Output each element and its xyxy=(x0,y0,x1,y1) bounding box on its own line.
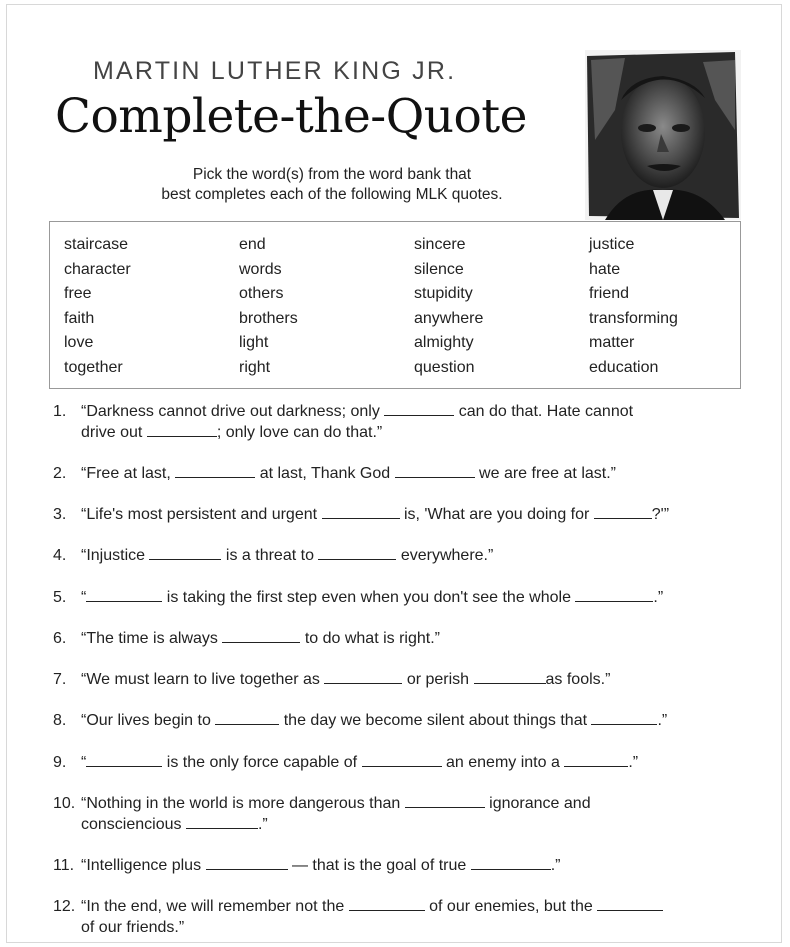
question-number: 12. xyxy=(53,898,76,915)
word-bank-item: light xyxy=(239,334,269,352)
answer-blank[interactable] xyxy=(324,669,402,684)
question-text xyxy=(81,587,741,608)
quote-text: ?'” xyxy=(651,506,670,523)
word-bank-item: anywhere xyxy=(414,309,484,327)
word-bank-item: right xyxy=(239,358,271,376)
question-text xyxy=(81,752,741,773)
answer-blank[interactable] xyxy=(322,504,400,519)
question-text xyxy=(81,545,741,566)
quote-text: ignorance and xyxy=(484,795,591,812)
answer-blank[interactable] xyxy=(86,587,162,602)
word-bank-item: together xyxy=(64,358,123,376)
answer-blank[interactable] xyxy=(474,669,546,684)
question-number: 9. xyxy=(53,754,67,771)
question-number: 3. xyxy=(53,506,67,523)
header xyxy=(7,5,783,215)
question-number: 10. xyxy=(53,795,76,812)
answer-blank[interactable] xyxy=(405,793,485,808)
quote-text: ; only love can do that.” xyxy=(216,424,383,441)
quote-text: the day we become silent about things that xyxy=(279,712,592,729)
question-number: 11. xyxy=(53,857,75,874)
word-bank-item: transforming xyxy=(589,309,678,327)
question-text xyxy=(81,793,741,835)
question-text xyxy=(81,401,741,443)
quote-text: everywhere.” xyxy=(396,547,494,564)
quote-text: is taking the first step even when you don't see the whole xyxy=(162,589,576,606)
quote-text: “Our lives begin to xyxy=(81,712,216,729)
word-bank-grid xyxy=(64,236,744,384)
word-bank-item: almighty xyxy=(414,334,474,352)
word-bank-item: sincere xyxy=(414,236,466,253)
quote-text: is, 'What are you doing for xyxy=(399,506,594,523)
quote-text: is a threat to xyxy=(221,547,319,564)
quote-text: as fools.” xyxy=(545,671,611,688)
quote-text: “Free at last, xyxy=(81,465,176,482)
word-bank-item: hate xyxy=(589,260,621,278)
question-text xyxy=(81,710,741,731)
quote-text: .” xyxy=(653,589,664,606)
quote-text: “Life's most persistent and urgent xyxy=(81,506,322,523)
answer-blank[interactable] xyxy=(575,587,653,602)
page-title: Complete-the-Quote xyxy=(55,89,527,144)
question-text xyxy=(81,628,741,649)
quote-text: consciencious xyxy=(81,816,186,833)
quote-text: “ xyxy=(81,589,87,606)
question-number: 4. xyxy=(53,547,67,564)
answer-blank[interactable] xyxy=(594,504,652,519)
question-number: 8. xyxy=(53,712,67,729)
answer-blank[interactable] xyxy=(349,896,425,911)
quote-text: we are free at last.” xyxy=(474,465,616,482)
quote-text: of our enemies, but the xyxy=(424,898,598,915)
answer-blank[interactable] xyxy=(564,752,628,767)
quote-text: “Nothing in the world is more dangerous than xyxy=(81,795,405,812)
quote-text: .” xyxy=(657,712,668,729)
quote-text: “In the end, we will remember not the xyxy=(81,898,349,915)
quote-text: — that is the goal of true xyxy=(287,857,471,874)
quote-text: “Darkness cannot drive out darkness; only xyxy=(81,403,385,420)
word-bank-item: love xyxy=(64,334,94,352)
quote-text: .” xyxy=(550,857,561,874)
worksheet-page xyxy=(6,4,782,943)
quote-text: an enemy into a xyxy=(441,754,565,771)
question-text xyxy=(81,669,741,690)
answer-blank[interactable] xyxy=(384,401,454,416)
question-number: 1. xyxy=(53,403,67,420)
answer-blank[interactable] xyxy=(471,855,551,870)
quote-text: “ xyxy=(81,754,87,771)
quote-text: “The time is always xyxy=(81,630,223,647)
quote-text: of our friends.” xyxy=(81,919,185,936)
question-number: 2. xyxy=(53,465,67,482)
word-bank-item: stupidity xyxy=(414,285,473,303)
word-bank-item: faith xyxy=(64,309,95,327)
question-text xyxy=(81,463,741,484)
quote-text: .” xyxy=(257,816,268,833)
answer-blank[interactable] xyxy=(215,710,279,725)
answer-blank[interactable] xyxy=(318,545,396,560)
answer-blank[interactable] xyxy=(222,628,300,643)
answer-blank[interactable] xyxy=(147,422,217,437)
question-number: 6. xyxy=(53,630,67,647)
answer-blank[interactable] xyxy=(149,545,221,560)
question-text xyxy=(81,504,741,525)
answer-blank[interactable] xyxy=(597,896,663,911)
answer-blank[interactable] xyxy=(395,463,475,478)
quote-text: to do what is right.” xyxy=(300,630,440,647)
quote-text: .” xyxy=(628,754,639,771)
question-number: 7. xyxy=(53,671,67,688)
question-text xyxy=(81,855,741,876)
answer-blank[interactable] xyxy=(591,710,657,725)
word-bank-item: justice xyxy=(589,236,635,253)
answer-blank[interactable] xyxy=(175,463,255,478)
word-bank-item: friend xyxy=(589,285,630,303)
word-bank-item: staircase xyxy=(64,236,129,253)
quote-text: is the only force capable of xyxy=(162,754,362,771)
word-bank-item: education xyxy=(589,358,659,376)
answer-blank[interactable] xyxy=(186,814,258,829)
word-bank-item: question xyxy=(414,358,475,376)
word-bank-item: words xyxy=(239,260,282,278)
answer-blank[interactable] xyxy=(86,752,162,767)
portrait-image xyxy=(585,50,741,220)
word-bank-item: others xyxy=(239,285,284,303)
subtitle: MARTIN LUTHER KING JR. xyxy=(93,57,457,85)
answer-blank[interactable] xyxy=(206,855,288,870)
instructions xyxy=(97,165,567,205)
quote-text: can do that. Hate cannot xyxy=(454,403,634,420)
word-bank-item: free xyxy=(64,285,92,303)
question-number: 5. xyxy=(53,589,67,606)
word-bank-item: silence xyxy=(414,260,464,278)
quote-text: drive out xyxy=(81,424,147,441)
word-bank-item: character xyxy=(64,260,131,278)
quote-text: at last, Thank God xyxy=(255,465,395,482)
quote-text: “Injustice xyxy=(81,547,150,564)
word-bank-item: matter xyxy=(589,334,635,352)
quote-text: “We must learn to live together as xyxy=(81,671,325,688)
quote-text: “Intelligence plus xyxy=(81,857,206,874)
word-bank-item: end xyxy=(239,236,266,253)
instructions-line-2: best completes each of the following MLK quotes. xyxy=(161,186,503,203)
instructions-line-1: Pick the word(s) from the word bank that xyxy=(192,166,472,183)
word-bank xyxy=(49,221,741,389)
answer-blank[interactable] xyxy=(362,752,442,767)
word-bank-item: brothers xyxy=(239,309,298,327)
question-text xyxy=(81,896,741,938)
quote-text: or perish xyxy=(402,671,474,688)
